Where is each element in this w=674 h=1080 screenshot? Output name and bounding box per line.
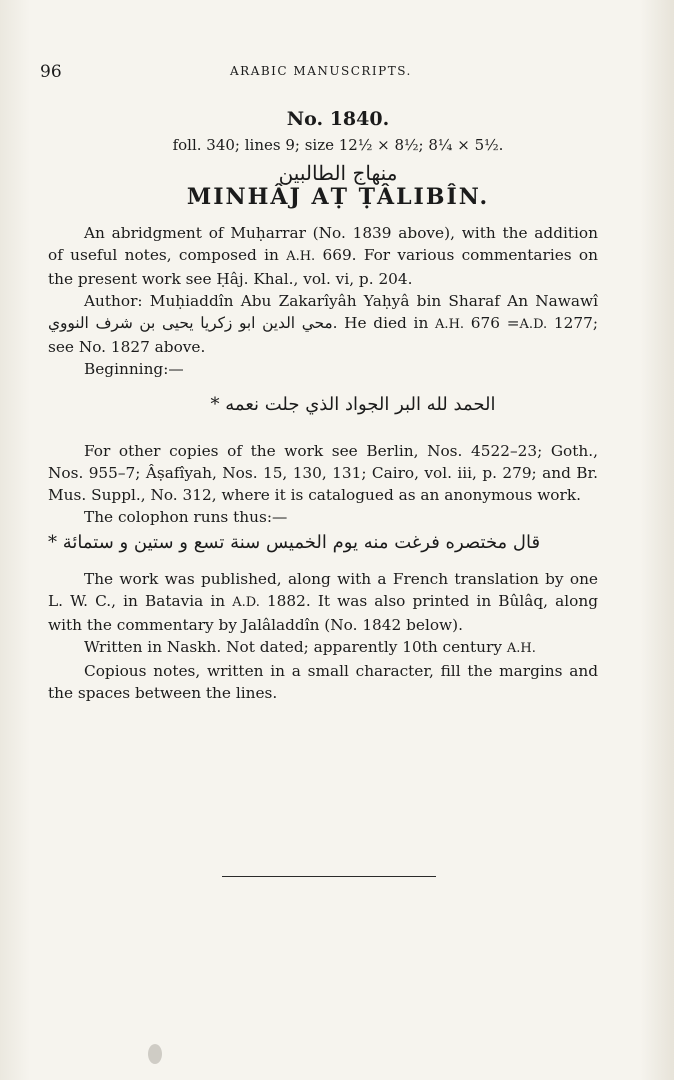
script-date-paragraph: Written in Naskh. Not dated; apparently 10th century A.H. (84, 638, 536, 656)
description-paragraph: An abridgment of Muḥarrar (No. 1839 above), with the addition of useful notes, composed in A.H. 669. For various commentaries on the present work see Ḥâj. Khal., vol. vi, p. 204. (48, 224, 598, 288)
copies-paragraph: For other copies of the work see Berlin, Nos. 4522–23; Goth., Nos. 955–7; Âṣafîyah, Nos. 15, 130, 131; Cairo, vol. iii, p. 279; and Br. Mus. Suppl., No. 312, where it is catalogued as an anonymous work. (48, 442, 598, 504)
paper-blemish (148, 1044, 162, 1064)
running-title: ARABIC MANUSCRIPTS. (230, 64, 412, 78)
running-header (40, 62, 640, 84)
folio-info: foll. 340; lines 9; size 12½ × 8½; 8¼ × 5½. (172, 136, 504, 154)
beginning-label: Beginning:— (84, 360, 184, 378)
author-paragraph: Author: Muḥiaddîn Abu Zakarîyâh Yaḥyâ bin Sharaf An Nawawî محي الدين ابو زكريا يحيى بن شرف النووي. He died in A.H. 676 =A.D. 1277; see No. 1827 above. (48, 292, 598, 356)
section-divider (222, 876, 436, 877)
catalogue-entry (48, 108, 598, 704)
beginning-arabic-text: الحمد لله البر الجواد الذي جلت نعمه * (210, 394, 496, 415)
work-title: MINHÂJ AṬ ṬÂLIBÎN. (186, 184, 490, 210)
arabic-title: منهاج الطالبين (278, 161, 398, 185)
colophon-label: The colophon runs thus:— (84, 508, 288, 526)
colophon-arabic-text: قال مختصره فرغت منه يوم الخميس سنة تسع و ستين و ستمائة * (48, 532, 541, 553)
entry-number: No. 1840. (286, 108, 390, 130)
page-number: 96 (40, 62, 62, 82)
notes-paragraph: Copious notes, written in a small character, fill the margins and the spaces between the lines. (48, 662, 598, 702)
author-arabic-name: محي الدين ابو زكريا يحيى بن شرف النووي (48, 314, 333, 332)
publication-paragraph: The work was published, along with a French translation by one L. W. C., in Batavia in A.D. 1882. It was also printed in Bûlâq, along with the commentary by Jalâladdîn (No. 1842 below). (48, 570, 598, 634)
